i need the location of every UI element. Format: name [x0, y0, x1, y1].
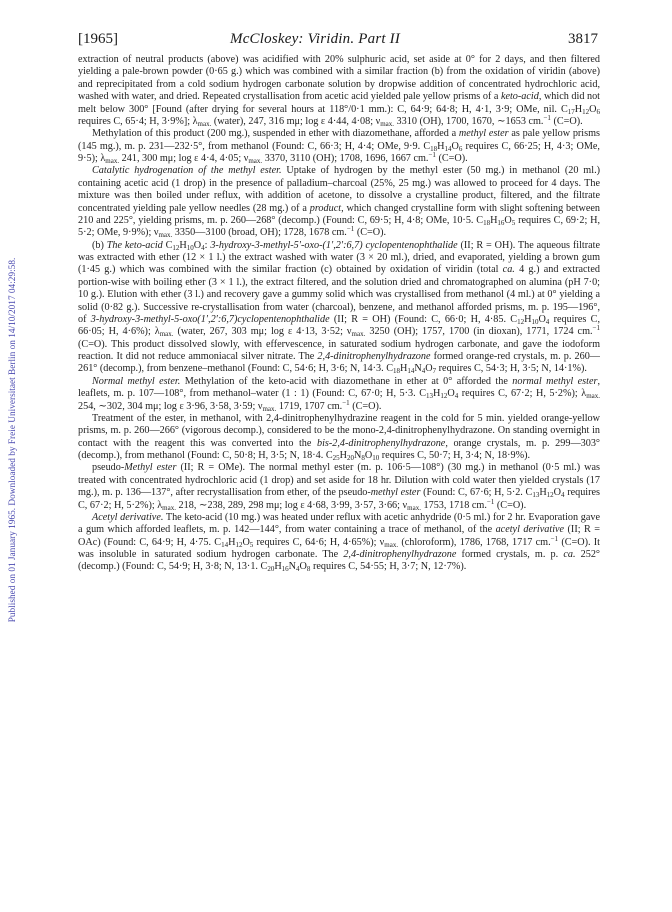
paragraph-acetyl-derivative: Acetyl derivative. The keto-acid (10 mg.) was heated under reflux with acetic anhydride (0·5 ml.) for 2 hr. Evaporation gave a gum which afforded leaflets, m. p. 142—144°, from water containing a trace of methanol, of the acetyl derivative (II; R = OAc) (Found: C, 64·9; H, 4·75. $C_{14}H_{12}O_5$ requires C, 64·6; H, 4·65%); $\nu_{max.}$ (chloroform), 1786, 1768, 1717 cm.$^{-1}$ (C=O). It was insoluble in saturated sodium hydrogen carbonate. The 2,4-dinitrophenylhydrazone formed crystals, m. p. ca. 252° (decomp.) (Found: C, 54·9; H, 3·8; N, 13·1. $C_{20}H_{16}N_4O_8$ requires C, 54·55; H, 3·7; N, 12·7%). — [78, 511, 600, 574]
paragraph-pseudo-methyl-ester: pseudo-Methyl ester (II; R = OMe). The normal methyl ester (m. p. 106·5—108°) (30 mg.) in methanol (0·5 ml.) was treated with concentrated hydrochloric acid (1 drop) and set aside for 18 hr. Dilution with cold water then yielded crystals (17 mg.), m. p. 136—137°, after recrystallisation from ether, of the pseudo-methyl ester (Found: C, 67·6; H, 5·2. $C_{13}H_{12}O_4$ requires C, 67·2; H, 5·2%); $\lambda_{max.}$ 218, ∼238, 289, 298 mμ; log ε 4·68, 3·99, 3·57, 3·66; $\nu_{max.}$ 1753, 1718 cm.$^{-1}$ (C=O). — [78, 462, 601, 512]
download-notice-sidebar — [6, 140, 20, 740]
journal-year: [1965] — [78, 31, 118, 47]
article-body — [78, 54, 600, 574]
paragraph-dinitrophenylhydrazone: Treatment of the ester, in methanol, with 2,4-dinitrophenylhydrazine reagent in the cold for 5 min. yielded orange-yellow prisms, m. p. 260—266° (vigorous decomp.), considered to be the mono-2,4-dinitrophenylhydrazone. On standing overnight in contact with the reagent this was converted into the bis-2,4-dinitrophenylhydrazone, orange crystals, m. p. 299—303° (decomp.), from methanol (Found: C, 50·8; H, 3·5; N, 18·4. $C_{25}H_{20}N_8O_{10}$ requires C, 50·7; H, 3·4; N, 18·9%). — [78, 412, 600, 462]
paragraph-keto-acid-isolation: extraction of neutral products (above) was acidified with 20% sulphuric acid, set aside at 0° for 2 days, and then filtered yielding a pale-brown powder (0·65 g.) which was combined with a similar fraction (b) from the oxidation of viridin (above) and reprecipitated from a cold sodium hydrogen carbonate solution by dropwise addition of concentrated hydrochloric acid, washed with water, and dried. Repeated crystallisation from acetic acid yielded pale yellow prisms of a keto-acid, which did not melt below 300° [Found (after drying for several hours at 118°/0·1 mm.): C, 64·9; 64·8; H, 4·1, 3·9; OMe, nil. $C_{17}H_{12}O_6$ requires C, 65·4; H, 3·9%]; $\lambda_{max.}$ (water), 247, 316 mμ; log ε 4·44, 4·08; $\nu_{max.}$ 3310 (OH), 1700, 1670, ∼1653 cm.$^{-1}$ (C=O). — [78, 54, 600, 128]
paragraph-keto-acid-b: (b) The keto-acid $C_{12}H_{10}O_4$: 3-hydroxy-3-methyl-5′-oxo-(1′,2′:6,7) cyclopentenophthalide (II; R = OH). The aqueous filtrate was extracted with ether (12 × 1 l.) the extract washed with water (3 × 20 ml.), dried, and evaporated, yielding a brown gum (1·45 g.) which was combined with the similar fraction (c) obtained by oxidation of viridin (total ca. 4 g.) and extracted portion-wise with boiling ether (3 × 1 l.), the extract filtered, and the solution dried and chromatographed on alumina (pH 7·0; 10 g.). Elution with ether (3 l.) and recovery gave a gummy solid which was crystallised from methanol (4 ml.) at 0° yielding a solid (0·82 g.). Successive re-crystallisation from water (charcoal), benzene, and methanol afforded prisms, m. p. 195—196°, of 3-hydroxy-3-methyl-5-oxo(1′,2′:6,7)cyclopentenophthalide (II; R = OH) (Found: C, 66·0; H, 4·85. $C_{12}H_{10}O_4$ requires C, 66·05; H, 4·6%); $\lambda_{max.}$ (water, 267, 303 mμ; log ε 4·13, 3·52; $\nu_{max.}$ 3250 (OH); 1757, 1700 (in dioxan), 1771, 1724 cm.$^{-1}$ (C=O). This product dissolved slowly, with effervescence, in saturated sodium hydrogen carbonate, and gave the iodoform reaction. It did not reduce ammoniacal silver nitrate. The 2,4-dinitrophenylhydrazone formed orange-red crystals, m. p. 260—261° (decomp.), from benzene–methanol (Found: C, 54·6; H, 3·6; N, 14·3. $C_{18}H_{14}N_4O_7$ requires C, 54·3; H, 3·5; N, 14·1%). — [78, 239, 600, 376]
paragraph-catalytic-hydrogenation: Catalytic hydrogenation of the methyl ester. Uptake of hydrogen by the methyl ester (50 mg.) in methanol (20 ml.) containing acetic acid (1 drop) in the presence of palladium–charcoal (25%, 25 mg.) was allowed to proceed for 4 days. The mixture was then boiled under reflux, with addition of acetone, to dissolve a crystalline product, filtered, and the filtrate concentrated yielding pale yellow needles (28 mg.) of a product, which changed crystalline form with slight softening between 210 and 225°, yielding prisms, m. p. 260—268° (decomp.) (Found: C, 69·5; H, 4·8; OMe, 10·5. $C_{18}H_{16}O_5$ requires C, 69·2; H, 5·2; OMe, 9·9%); $\nu_{max.}$ 3350—3100 (broad, OH); 1728, 1678 cm.$^{-1}$ (C=O). — [78, 165, 601, 240]
page-header — [78, 31, 598, 49]
running-title: McCloskey: Viridin. Part II — [230, 31, 401, 47]
paragraph-normal-methyl-ester: Normal methyl ester. Methylation of the keto-acid with diazomethane in ether at 0° afforded the normal methyl ester, leaflets, m. p. 107—108°, from methanol–water (1 : 1) (Found: C, 67·0; H, 5·3. $C_{13}H_{12}O_4$ requires C, 67·2; H, 5·2%); $\lambda_{max.}$ 254, ∼302, 304 mμ; log ε 3·96, 3·58, 3·59; $\nu_{max.}$ 1719, 1707 cm.$^{-1}$ (C=O). — [78, 375, 600, 413]
download-notice: Published on 01 January 1965. Downloaded by Freie Universitaet Berlin on 14/10/2017 04:29:58. — [8, 257, 18, 623]
page-number: 3817 — [568, 31, 598, 47]
paragraph-methyl-ester: Methylation of this product (200 mg.), suspended in ether with diazomethane, afforded a methyl ester as pale yellow prisms (145 mg.), m. p. 231—232·5°, from methanol (Found: C, 66·3; H, 4·4; OMe, 9·9. $C_{18}H_{14}O_6$ requires C, 66·25; H, 4·3; OMe, 9·5); $\lambda_{max.}$ 241, 300 mμ; log ε 4·4, 4·05; $\nu_{max.}$ 3370, 3110 (OH); 1708, 1696, 1667 cm.$^{-1}$ (C=O). — [78, 128, 600, 165]
